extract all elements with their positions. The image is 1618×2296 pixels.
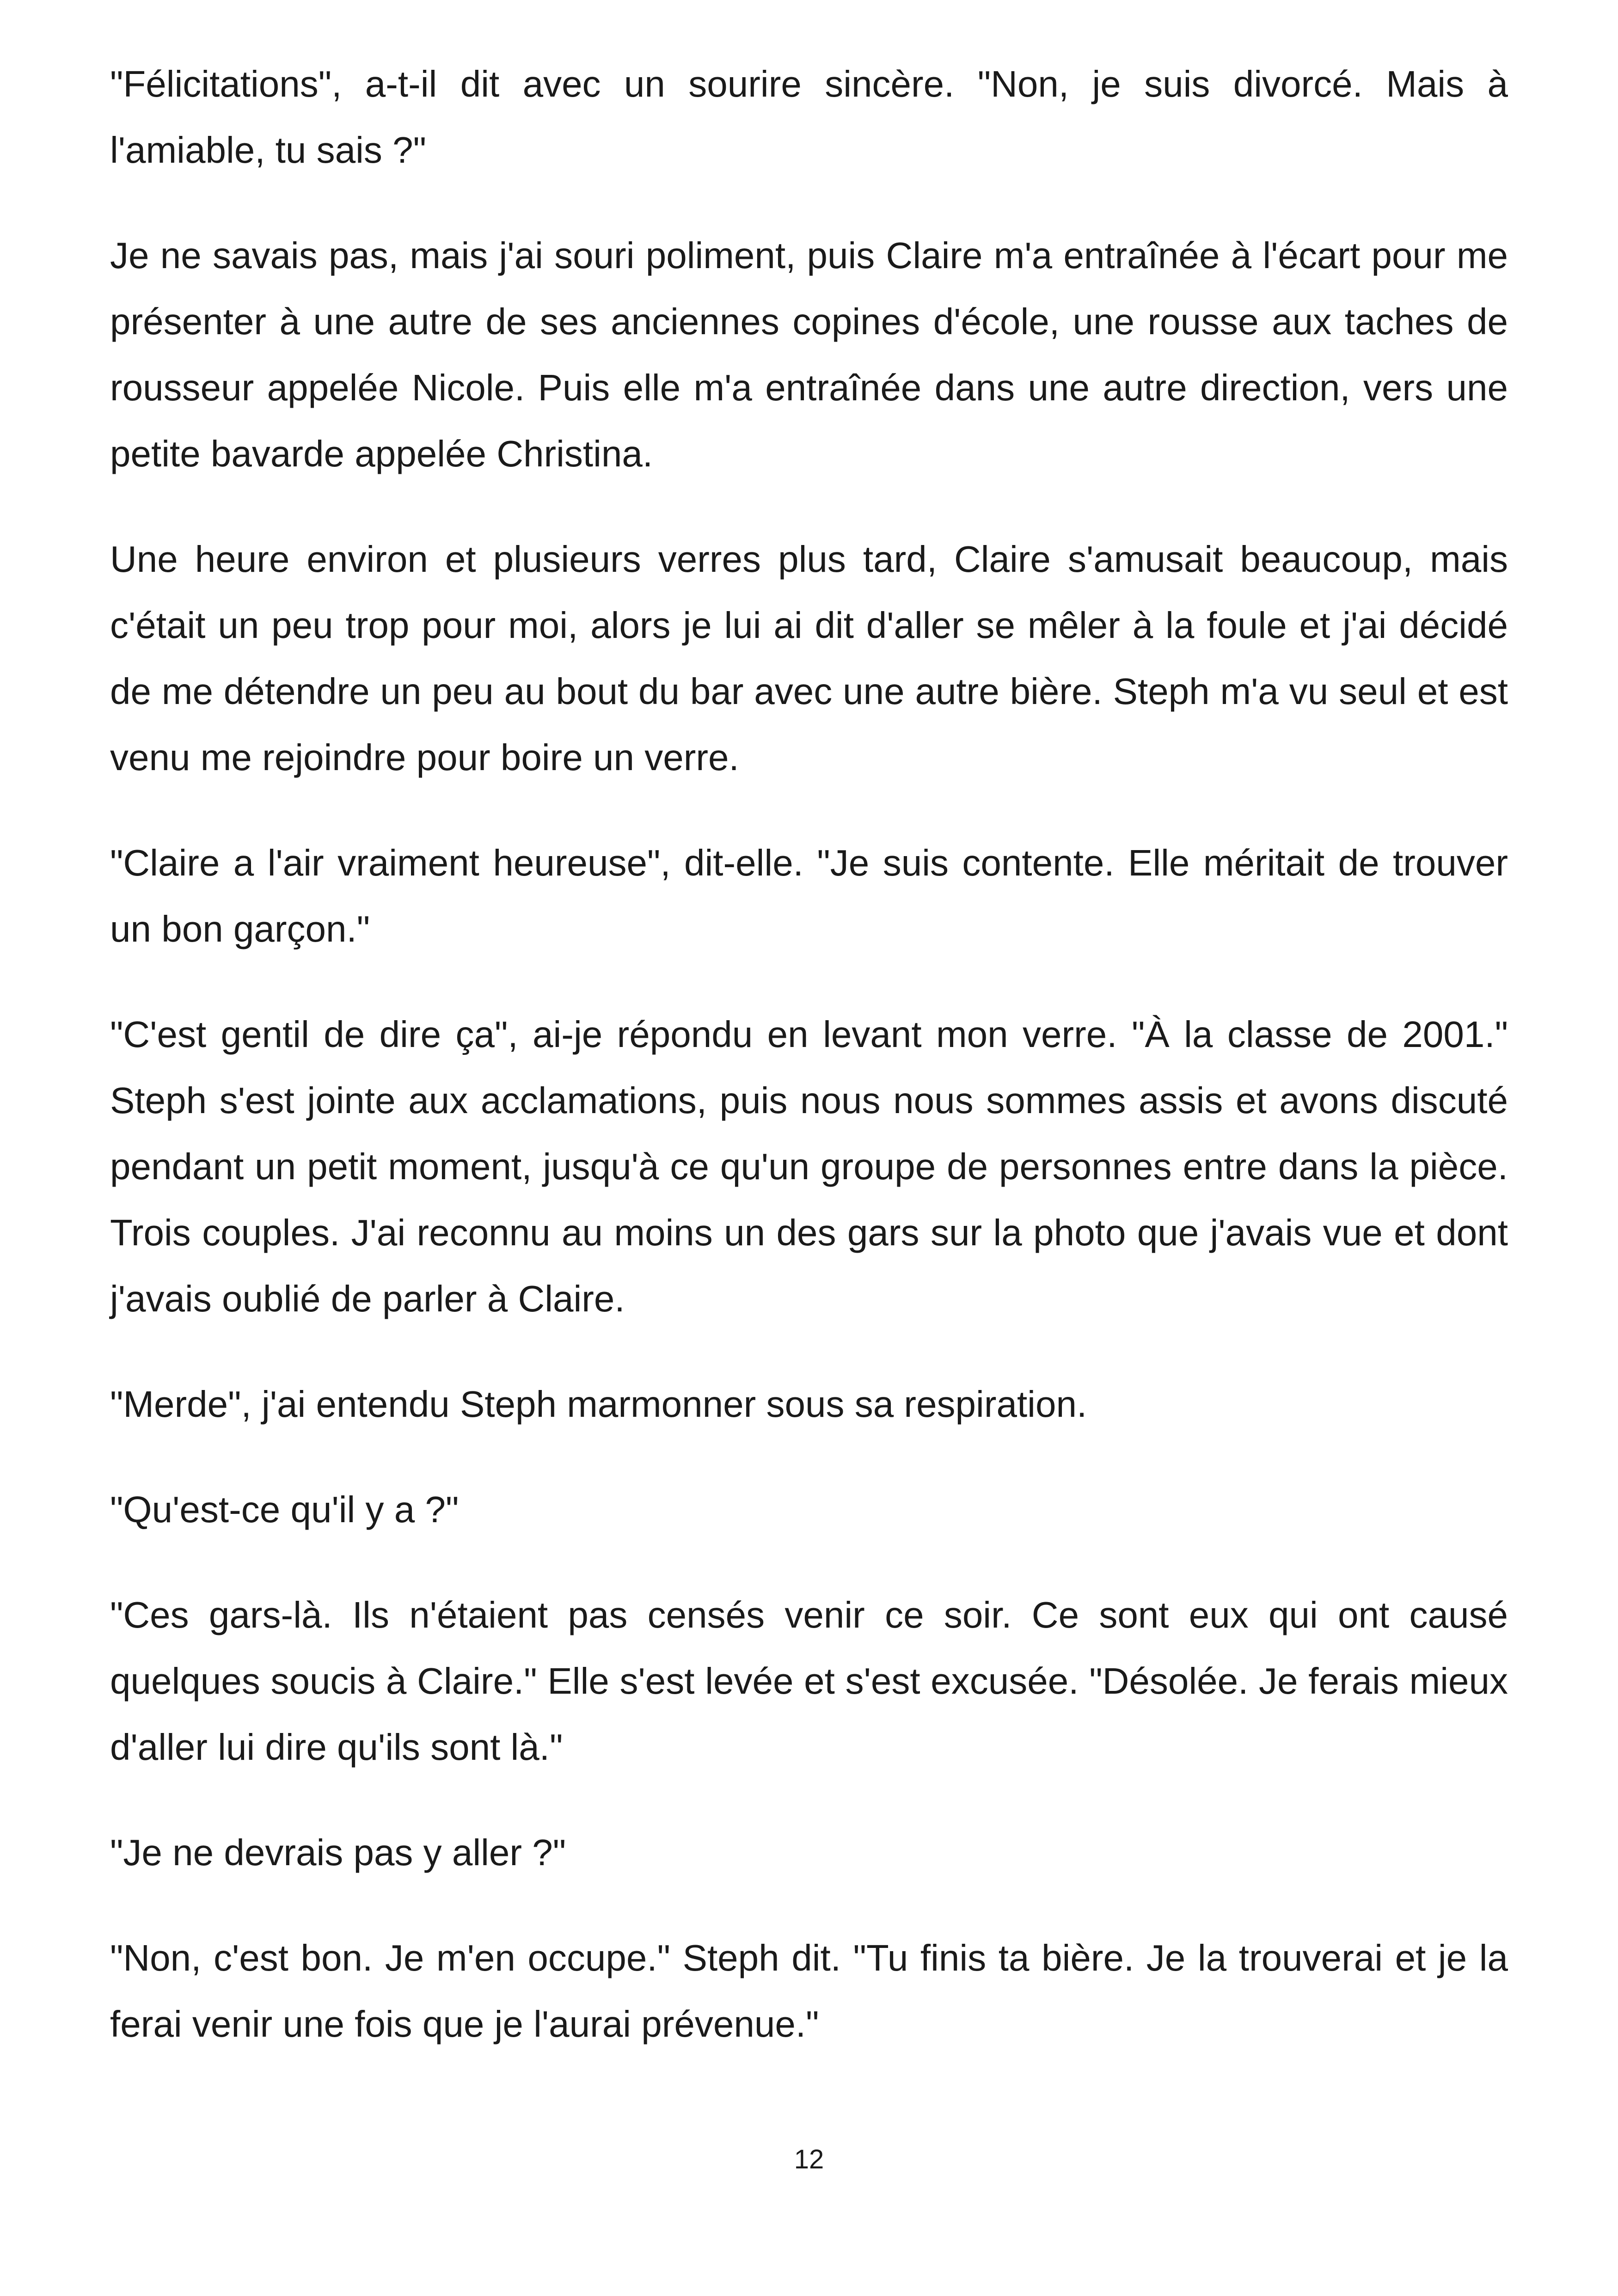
paragraph-6: "Merde", j'ai entendu Steph marmonner sous sa respiration. (110, 1384, 1087, 1425)
paragraph-10: "Non, c'est bon. Je m'en occupe." Steph dit. "Tu finis ta bière. Je la trouverai et je la ferai venir une fois que je l'aurai prévenue." (110, 1937, 1508, 2045)
body-text (110, 51, 1508, 2096)
paragraph-4: "Claire a l'air vraiment heureuse", dit-elle. "Je suis contente. Elle méritait de trouver un bon garçon." (110, 842, 1508, 949)
paragraph-2: Je ne savais pas, mais j'ai souri poliment, puis Claire m'a entraînée à l'écart pour me présenter à une autre de ses anciennes copines d'école, une rousse aux taches de rousseur appelée Nicole. Puis elle m'a entraînée dans une autre direction, vers une petite bavarde appelée Christina. (110, 235, 1508, 474)
page-number: 12 (794, 2144, 824, 2174)
paragraph-1: "Félicitations", a-t-il dit avec un sourire sincère. "Non, je suis divorcé. Mais à l'amiable, tu sais ?" (110, 63, 1508, 171)
paragraph-5: "C'est gentil de dire ça", ai-je répondu en levant mon verre. "À la classe de 2001." Steph s'est jointe aux acclamations, puis nous nous sommes assis et avons discuté pendant un petit moment, jusqu'à ce qu'un groupe de personnes entre dans la pièce. Trois couples. J'ai reconnu au moins un des gars sur la photo que j'avais vue et dont j'avais oublié de parler à Claire. (110, 1014, 1508, 1319)
paragraph-3: Une heure environ et plusieurs verres plus tard, Claire s'amusait beaucoup, mais c'était un peu trop pour moi, alors je lui ai dit d'aller se mêler à la foule et j'ai décidé de me détendre un peu au bout du bar avec une autre bière. Steph m'a vu seul et est venu me rejoindre pour boire un verre. (110, 539, 1508, 778)
paragraph-7: "Qu'est-ce qu'il y a ?" (110, 1489, 459, 1530)
paragraph-9: "Je ne devrais pas y aller ?" (110, 1832, 566, 1873)
paragraph-8: "Ces gars-là. Ils n'étaient pas censés venir ce soir. Ce sont eux qui ont causé quelques soucis à Claire." Elle s'est levée et s'est excusée. "Désolée. Je ferais mieux d'aller lui dire qu'ils sont là." (110, 1594, 1508, 1768)
